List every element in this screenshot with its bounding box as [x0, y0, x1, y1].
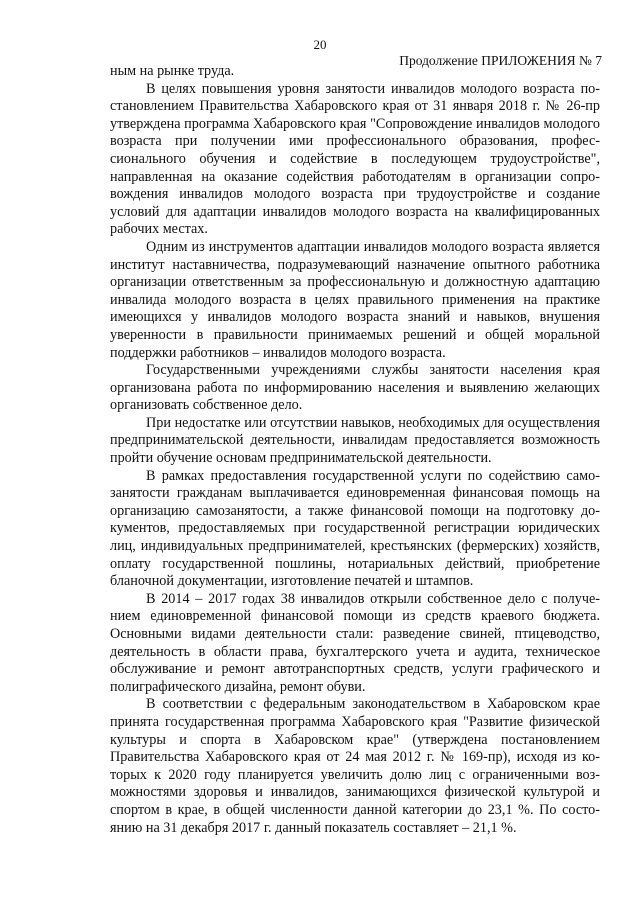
paragraph-sports-program: В соответствии с федеральным законодательством в Хабаровском крае принята государственная программа Хабаровского края "Развитие физической культуры и спорта в Хабаровском крае" (утверждена постановлением Правительства Хабаровского края от 24 мая 2012 г. № 169-пр), исходя из которых к 2020 году планируется увеличить долю лиц с ограниченными возможностями здоровья и инвалидов, занимающихся физической культурой и спортом в крае, в общей численности данной категории до 23,1 %. По состоянию на 31 декабря 2017 г. данный показатель составляет – 21,1 %.: [110, 696, 600, 836]
paragraph-entrepreneurship-training: При недостатке или отсутствии навыков, необходимых для осуществления предпринимательской деятельности, инвалидам предоставляется возможность пройти обучение основам предпринимательской деятельности.: [110, 414, 600, 467]
page-number: 20: [313, 37, 327, 52]
appendix-continuation-label: Продолжение ПРИЛОЖЕНИЯ № 7: [399, 53, 602, 68]
paragraph-employment-service: Государственными учреждениями службы занятости населения края организована работа по информированию населения и выявлению желающих организовать собственное дело.: [110, 362, 600, 414]
paragraph-self-employment-assistance: В рамках предоставления государственной услуги по содействию самозанятости гражданам выплачивается единовременная финансовая помощь на организацию самозанятости, а также финансовой помощи на подготовку документов, предоставляемых при государственной регистрации юридических лиц, индивидуальных предпринимателей, крестьянских (фермерских) хозяйств, оплату государственной пошлины, нотариальных действий, приобретение бланочной документации, изготовление печатей и штампов.: [110, 467, 600, 590]
paragraph-business-statistics: В 2014 – 2017 годах 38 инвалидов открыли собственное дело с получением единовременной финансовой помощи из средств краевого бюджета. Основными видами деятельности стали: разведение свиней, птицеводство, деятельность в области права, бухгалтерского учета и аудита, техническое обслуживание и ремонт автотранспортных средств, услуги графического и полиграфического дизайна, ремонт обуви.: [110, 590, 600, 695]
document-body: [110, 63, 600, 837]
paragraph-continuation: ным на рынке труда.: [110, 63, 235, 79]
paragraph-mentorship: Одним из инструментов адаптации инвалидов молодого возраста является институт наставничества, подразумевающий назначение опытного работника организации ответственным за профессиональную и должностную адаптацию инвалида молодого возраста в целях правильного применения на практике имеющихся у инвалидов молодого возраста знаний и навыков, внушения уверенности в правильности принимаемых решений и общей моральной поддержки работников – инвалидов молодого возраста.: [110, 238, 600, 361]
paragraph-youth-employment-program: В целях повышения уровня занятости инвалидов молодого возраста постановлением Правительства Хабаровского края от 31 января 2018 г. № 26-пр утверждена программа Хабаровского края "Сопровождение инвалидов молодого возраста при получении ими профессионального образования, профессионального обучения и содействие в последующем трудоустройстве", направленная на оказание содействия работодателям в организации сопровождения инвалидов молодого возраста при трудоустройстве и создание условий для адаптации инвалидов молодого возраста на квалифицированных рабочих местах.: [110, 80, 600, 238]
